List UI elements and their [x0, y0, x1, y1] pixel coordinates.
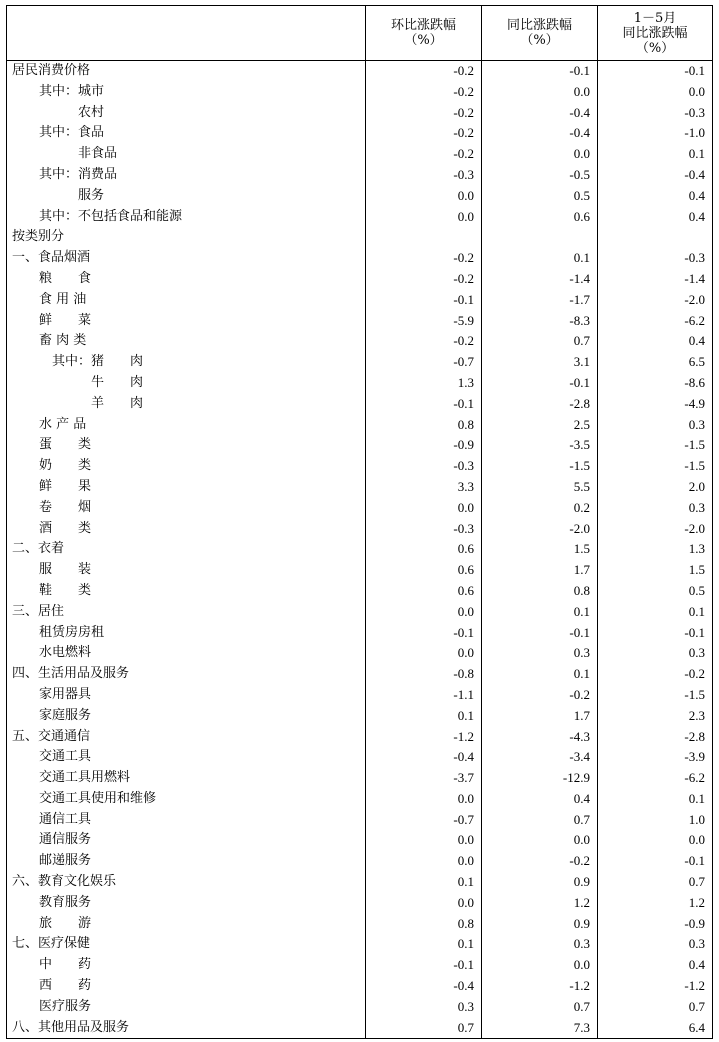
- yoy-value: 7.3: [482, 1018, 598, 1039]
- mom-value: -0.7: [366, 810, 482, 831]
- row-label: 通信服务: [7, 830, 366, 851]
- yoy-value: 1.5: [482, 539, 598, 560]
- row-label: 农村: [7, 103, 366, 124]
- row-label: 奶 类: [7, 456, 366, 477]
- header-mom-unit: （%）: [404, 33, 443, 48]
- row-label: 交通工具用燃料: [7, 768, 366, 789]
- ytd-value: 0.0: [598, 830, 713, 851]
- yoy-value: -1.7: [482, 290, 598, 311]
- yoy-value: 0.7: [482, 331, 598, 352]
- table-row: [7, 165, 713, 186]
- mom-value: -0.4: [366, 976, 482, 997]
- header-yoy-title: 同比涨跌幅: [506, 18, 572, 33]
- ytd-value: -3.9: [598, 747, 713, 768]
- ytd-value: -0.4: [598, 165, 713, 186]
- row-label: 畜 肉 类: [7, 331, 366, 352]
- mom-value: -0.3: [366, 519, 482, 540]
- row-label: 三、居住: [7, 602, 366, 623]
- table-row: [7, 955, 713, 976]
- table-row: [7, 1018, 713, 1039]
- table-row: [7, 311, 713, 332]
- table-row: [7, 851, 713, 872]
- mom-value: 3.3: [366, 477, 482, 498]
- row-label: 二、衣着: [7, 539, 366, 560]
- row-label: 其中：消费品: [7, 165, 366, 186]
- yoy-value: -3.4: [482, 747, 598, 768]
- table-row: [7, 477, 713, 498]
- yoy-value: -0.1: [482, 623, 598, 644]
- row-label: 服务: [7, 186, 366, 207]
- mom-value: -0.7: [366, 352, 482, 373]
- yoy-value: 0.5: [482, 186, 598, 207]
- table-row: [7, 435, 713, 456]
- mom-value: 0.6: [366, 539, 482, 560]
- row-label: 七、医疗保健: [7, 934, 366, 955]
- header-ytd-unit: （%）: [635, 40, 675, 56]
- mom-value: 1.3: [366, 373, 482, 394]
- ytd-value: -0.3: [598, 103, 713, 124]
- table-row: [7, 415, 713, 436]
- table-row: [7, 331, 713, 352]
- yoy-value: -1.5: [482, 456, 598, 477]
- yoy-value: -0.2: [482, 851, 598, 872]
- mom-value: -0.2: [366, 269, 482, 290]
- yoy-value: -0.1: [482, 373, 598, 394]
- yoy-value: 0.8: [482, 581, 598, 602]
- table-row: [7, 61, 713, 82]
- mom-value: -0.8: [366, 664, 482, 685]
- mom-value: -0.2: [366, 61, 482, 82]
- yoy-value: -2.8: [482, 394, 598, 415]
- ytd-value: 0.0: [598, 82, 713, 103]
- header-yoy-unit: （%）: [520, 33, 559, 48]
- table-row: [7, 768, 713, 789]
- mom-value: -5.9: [366, 311, 482, 332]
- row-label: 家用器具: [7, 685, 366, 706]
- row-label: 西 药: [7, 976, 366, 997]
- row-label: 医疗服务: [7, 997, 366, 1018]
- mom-value: 0.0: [366, 830, 482, 851]
- ytd-value: 0.3: [598, 934, 713, 955]
- row-label: 酒 类: [7, 519, 366, 540]
- yoy-value: 2.5: [482, 415, 598, 436]
- yoy-value: 0.0: [482, 830, 598, 851]
- table-row: [7, 997, 713, 1018]
- table-row: [7, 269, 713, 290]
- mom-value: 0.8: [366, 415, 482, 436]
- table-row: [7, 186, 713, 207]
- mom-value: 0.0: [366, 789, 482, 810]
- row-label: 鲜 菜: [7, 311, 366, 332]
- ytd-value: -1.4: [598, 269, 713, 290]
- row-label: 其中：不包括食品和能源: [7, 207, 366, 228]
- row-label: 教育服务: [7, 893, 366, 914]
- ytd-value: 0.4: [598, 331, 713, 352]
- yoy-value: 0.0: [482, 82, 598, 103]
- ytd-value: 0.3: [598, 415, 713, 436]
- mom-value: -0.3: [366, 165, 482, 186]
- row-label: 按类别分: [7, 227, 366, 248]
- row-label: 水 产 品: [7, 415, 366, 436]
- header-ytd-title: 同比涨跌幅: [622, 25, 688, 41]
- row-label: 服 装: [7, 560, 366, 581]
- yoy-value: 1.7: [482, 560, 598, 581]
- table-row: [7, 539, 713, 560]
- yoy-value: -1.2: [482, 976, 598, 997]
- mom-value: -0.2: [366, 248, 482, 269]
- yoy-value: -0.4: [482, 123, 598, 144]
- row-label: 卷 烟: [7, 498, 366, 519]
- table-row: [7, 727, 713, 748]
- yoy-value: -0.1: [482, 61, 598, 82]
- row-label: 一、食品烟酒: [7, 248, 366, 269]
- table-header: [7, 6, 713, 61]
- mom-value: 0.0: [366, 207, 482, 228]
- row-label: 家庭服务: [7, 706, 366, 727]
- yoy-value: 0.4: [482, 789, 598, 810]
- yoy-value: 0.6: [482, 207, 598, 228]
- ytd-value: 0.7: [598, 872, 713, 893]
- table-row: [7, 872, 713, 893]
- yoy-value: 0.1: [482, 248, 598, 269]
- table-row: [7, 290, 713, 311]
- ytd-value: -1.5: [598, 685, 713, 706]
- yoy-value: 1.2: [482, 893, 598, 914]
- row-label: 水电燃料: [7, 643, 366, 664]
- row-label: 八、其他用品及服务: [7, 1018, 366, 1039]
- ytd-value: 6.4: [598, 1018, 713, 1039]
- mom-value: 0.0: [366, 893, 482, 914]
- mom-value: 0.7: [366, 1018, 482, 1039]
- table-row: [7, 976, 713, 997]
- table-row: [7, 103, 713, 124]
- table-row: [7, 643, 713, 664]
- ytd-value: 1.3: [598, 539, 713, 560]
- ytd-value: 0.4: [598, 186, 713, 207]
- row-label: 其中：城市: [7, 82, 366, 103]
- mom-value: -0.2: [366, 82, 482, 103]
- row-label: 蛋 类: [7, 435, 366, 456]
- yoy-value: 0.2: [482, 498, 598, 519]
- row-label: 鲜 果: [7, 477, 366, 498]
- ytd-value: 0.1: [598, 602, 713, 623]
- ytd-value: -1.0: [598, 123, 713, 144]
- ytd-value: -0.1: [598, 623, 713, 644]
- table-body: [7, 61, 713, 1039]
- ytd-value: -1.5: [598, 456, 713, 477]
- ytd-value: 1.5: [598, 560, 713, 581]
- header-mom: [366, 6, 482, 61]
- row-label: 鞋 类: [7, 581, 366, 602]
- yoy-value: 0.7: [482, 997, 598, 1018]
- ytd-value: -0.9: [598, 914, 713, 935]
- table-row: [7, 560, 713, 581]
- row-label: 羊 肉: [7, 394, 366, 415]
- yoy-value: 0.1: [482, 664, 598, 685]
- table-row: [7, 227, 713, 248]
- ytd-value: -6.2: [598, 768, 713, 789]
- row-label: 四、生活用品及服务: [7, 664, 366, 685]
- mom-value: 0.0: [366, 602, 482, 623]
- row-label: 食 用 油: [7, 290, 366, 311]
- ytd-value: 0.5: [598, 581, 713, 602]
- mom-value: -0.4: [366, 747, 482, 768]
- mom-value: -1.2: [366, 727, 482, 748]
- mom-value: -0.1: [366, 623, 482, 644]
- ytd-value: -0.3: [598, 248, 713, 269]
- table-row: [7, 248, 713, 269]
- row-label: 通信工具: [7, 810, 366, 831]
- ytd-value: 0.3: [598, 498, 713, 519]
- ytd-value: 2.3: [598, 706, 713, 727]
- yoy-value: 0.1: [482, 602, 598, 623]
- table-row: [7, 934, 713, 955]
- ytd-value: 0.1: [598, 789, 713, 810]
- table-row: [7, 352, 713, 373]
- ytd-value: -1.5: [598, 435, 713, 456]
- table-row: [7, 623, 713, 644]
- ytd-value: 0.7: [598, 997, 713, 1018]
- yoy-value: -12.9: [482, 768, 598, 789]
- ytd-value: 0.3: [598, 643, 713, 664]
- row-label: 交通工具: [7, 747, 366, 768]
- ytd-value: -4.9: [598, 394, 713, 415]
- yoy-value: -0.4: [482, 103, 598, 124]
- mom-value: 0.1: [366, 872, 482, 893]
- table-row: [7, 498, 713, 519]
- table-row: [7, 123, 713, 144]
- mom-value: -0.1: [366, 955, 482, 976]
- mom-value: 0.1: [366, 934, 482, 955]
- yoy-value: -0.2: [482, 685, 598, 706]
- mom-value: 0.0: [366, 186, 482, 207]
- ytd-value: -0.1: [598, 61, 713, 82]
- row-label: 其中：猪 肉: [7, 352, 366, 373]
- row-label: 租赁房房租: [7, 623, 366, 644]
- table-row: [7, 602, 713, 623]
- ytd-value: 1.0: [598, 810, 713, 831]
- ytd-value: -2.8: [598, 727, 713, 748]
- row-label: 中 药: [7, 955, 366, 976]
- mom-value: -1.1: [366, 685, 482, 706]
- cpi-table: [6, 5, 713, 1039]
- yoy-value: 0.9: [482, 872, 598, 893]
- table-row: [7, 519, 713, 540]
- table-row: [7, 914, 713, 935]
- row-label: 旅 游: [7, 914, 366, 935]
- mom-value: 0.0: [366, 851, 482, 872]
- mom-value: 0.0: [366, 498, 482, 519]
- table-row: [7, 456, 713, 477]
- mom-value: -0.2: [366, 103, 482, 124]
- header-yoy: [482, 6, 598, 61]
- yoy-value: 0.7: [482, 810, 598, 831]
- table-row: [7, 747, 713, 768]
- yoy-value: -1.4: [482, 269, 598, 290]
- ytd-value: [598, 227, 713, 248]
- mom-value: 0.3: [366, 997, 482, 1018]
- mom-value: 0.6: [366, 581, 482, 602]
- table-row: [7, 706, 713, 727]
- header-label-cell: [7, 6, 366, 61]
- row-label: 交通工具使用和维修: [7, 789, 366, 810]
- ytd-value: 0.4: [598, 955, 713, 976]
- yoy-value: 0.3: [482, 643, 598, 664]
- header-ytd-period: 1－5月: [633, 10, 677, 26]
- ytd-value: -2.0: [598, 519, 713, 540]
- row-label: 邮递服务: [7, 851, 366, 872]
- table-row: [7, 394, 713, 415]
- mom-value: 0.1: [366, 706, 482, 727]
- ytd-value: -8.6: [598, 373, 713, 394]
- table-row: [7, 373, 713, 394]
- ytd-value: -1.2: [598, 976, 713, 997]
- yoy-value: 0.3: [482, 934, 598, 955]
- table-row: [7, 82, 713, 103]
- yoy-value: 0.0: [482, 955, 598, 976]
- row-label: 居民消费价格: [7, 61, 366, 82]
- mom-value: -0.3: [366, 456, 482, 477]
- row-label: 其中：食品: [7, 123, 366, 144]
- mom-value: -0.2: [366, 123, 482, 144]
- yoy-value: -2.0: [482, 519, 598, 540]
- table-row: [7, 830, 713, 851]
- table-row: [7, 810, 713, 831]
- row-label: 六、教育文化娱乐: [7, 872, 366, 893]
- mom-value: -0.1: [366, 394, 482, 415]
- ytd-value: 1.2: [598, 893, 713, 914]
- header-ytd: [598, 6, 713, 61]
- mom-value: -3.7: [366, 768, 482, 789]
- yoy-value: 0.0: [482, 144, 598, 165]
- table-row: [7, 664, 713, 685]
- ytd-value: -0.1: [598, 851, 713, 872]
- mom-value: 0.0: [366, 643, 482, 664]
- ytd-value: 0.1: [598, 144, 713, 165]
- ytd-value: -6.2: [598, 311, 713, 332]
- ytd-value: 0.4: [598, 207, 713, 228]
- ytd-value: 6.5: [598, 352, 713, 373]
- yoy-value: -4.3: [482, 727, 598, 748]
- yoy-value: -8.3: [482, 311, 598, 332]
- mom-value: 0.8: [366, 914, 482, 935]
- mom-value: [366, 227, 482, 248]
- row-label: 牛 肉: [7, 373, 366, 394]
- yoy-value: 3.1: [482, 352, 598, 373]
- mom-value: -0.1: [366, 290, 482, 311]
- table-row: [7, 144, 713, 165]
- header-mom-title: 环比涨跌幅: [390, 18, 456, 33]
- table-row: [7, 207, 713, 228]
- yoy-value: [482, 227, 598, 248]
- yoy-value: -0.5: [482, 165, 598, 186]
- mom-value: -0.2: [366, 331, 482, 352]
- table-row: [7, 581, 713, 602]
- table-row: [7, 685, 713, 706]
- row-label: 非食品: [7, 144, 366, 165]
- yoy-value: 0.9: [482, 914, 598, 935]
- row-label: 五、交通通信: [7, 727, 366, 748]
- table-row: [7, 893, 713, 914]
- yoy-value: -3.5: [482, 435, 598, 456]
- yoy-value: 5.5: [482, 477, 598, 498]
- mom-value: -0.9: [366, 435, 482, 456]
- ytd-value: -2.0: [598, 290, 713, 311]
- row-label: 粮 食: [7, 269, 366, 290]
- mom-value: 0.6: [366, 560, 482, 581]
- yoy-value: 1.7: [482, 706, 598, 727]
- ytd-value: -0.2: [598, 664, 713, 685]
- ytd-value: 2.0: [598, 477, 713, 498]
- table-row: [7, 789, 713, 810]
- mom-value: -0.2: [366, 144, 482, 165]
